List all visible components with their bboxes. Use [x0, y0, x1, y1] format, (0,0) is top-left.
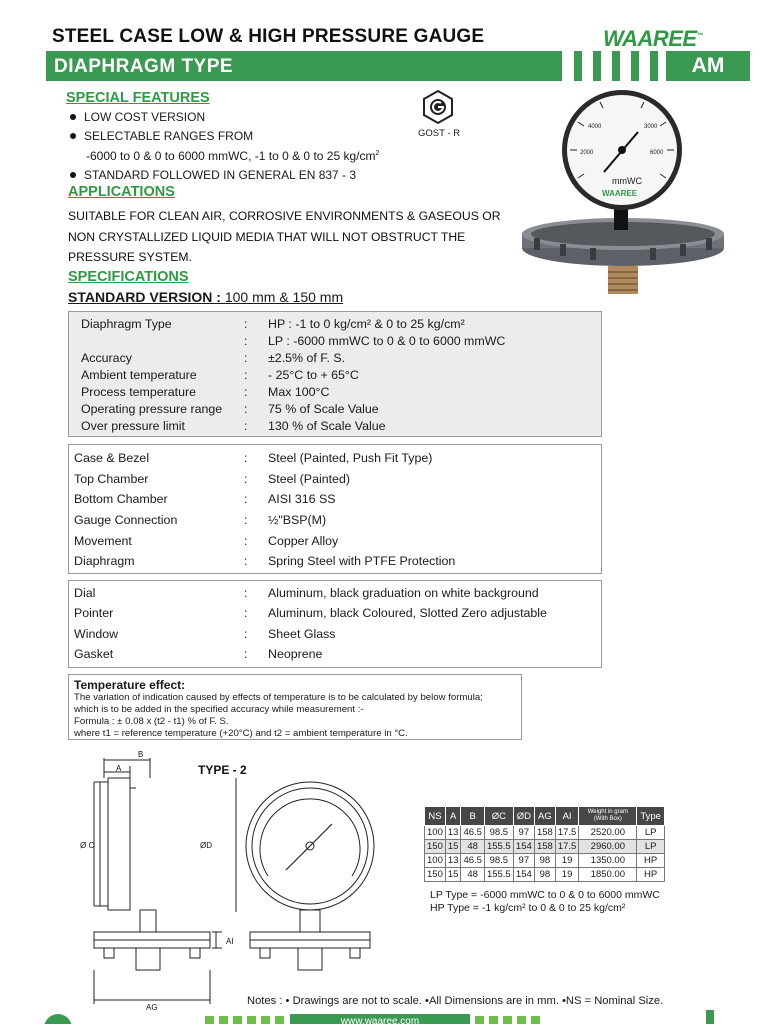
temperature-effect-box: Temperature effect: The variation of indication caused by effects of temperature is to be calculated by below formula; which is to be added in the specified accuracy while measurement :- Formula : ± 0.08 x (t2 - t1) % of F. S. where t1 = reference temperature (+20°C) and t2 = ambient temperature in °C. — [68, 674, 522, 740]
special-features-heading: SPECIAL FEATURES — [66, 90, 210, 106]
gauge-brand-label: WAAREE — [602, 189, 638, 198]
applications-text: SUITABLE FOR CLEAN AIR, CORROSIVE ENVIRONMENTS & GASEOUS OR NON CRYSTALLIZED LIQUID MEDIA THAT WILL NOT OBSTRUCT THE PRESSURE SYSTEM. — [68, 209, 501, 264]
table-header-row: NS A B ØC ØD AG AI Weight in gram (With Box) Type — [425, 807, 665, 826]
drawing-type-label: TYPE - 2 — [198, 763, 247, 777]
dim-label-od: ØD — [200, 841, 212, 850]
feature-item: LOW COST VERSION — [68, 108, 488, 127]
gost-certification-icon — [420, 89, 456, 125]
product-type-banner: DIAPHRAGM TYPE — [46, 51, 562, 81]
website-link[interactable]: www.waaree.com — [290, 1014, 470, 1024]
gost-label: GOST - R — [418, 128, 461, 139]
specifications-heading: SPECIFICATIONS — [68, 269, 189, 285]
feature-item: SELECTABLE RANGES FROM — [68, 127, 488, 146]
gauge-product-photo — [520, 88, 726, 306]
spec-group-construction: Case & Bezel : Steel (Painted, Push Fit Type) Top Chamber : Steel (Painted) Bottom Chamber : AISI 316 SS Gauge Connection : ½"BSP(M) Movement : Copper Alloy Diaphragm : Spring Steel with PTFE Protection — [68, 444, 602, 574]
table-row: 100 13 46.5 98.5 97 98 19 1350.00 HP — [425, 854, 665, 868]
standard-version: STANDARD VERSION : 100 mm & 150 mm — [68, 289, 344, 305]
svg-text:4000: 4000 — [588, 124, 602, 130]
trademark-mark: ™ — [696, 32, 704, 40]
dimension-table — [424, 806, 665, 882]
feature-range: -6000 to 0 & 0 to 6000 mmWC, -1 to 0 & 0 to 25 $kg/cm^2$ — [86, 149, 380, 163]
page-title: STEEL CASE LOW & HIGH PRESSURE GAUGE — [52, 26, 485, 47]
svg-text:3000: 3000 — [644, 124, 658, 130]
dim-label-ai: AI — [226, 937, 234, 946]
dim-label-a: A — [116, 764, 122, 773]
table-row: 100 13 46.5 98.5 97 158 17.5 2520.00 LP — [425, 826, 665, 840]
footer-corner-mark — [706, 1010, 714, 1024]
dim-label-oc: Ø C — [80, 841, 95, 850]
table-row: 150 15 48 155.5 154 158 17.5 2960.00 LP — [425, 840, 665, 854]
svg-text:2000: 2000 — [580, 150, 594, 156]
svg-text:6000: 6000 — [650, 150, 664, 156]
dim-label-ag: AG — [146, 1003, 158, 1012]
gauge-unit-label: mmWC — [612, 176, 642, 186]
footer-notes: Notes : • Drawings are not to scale. •All Dimensions are in mm. •NS = Nominal Size. — [247, 995, 664, 1007]
type-notes: LP Type = -6000 mmWC to 0 & 0 to 6000 mmWC HP Type = -1 kg/cm² to 0 & 0 to 25 kg/cm² — [430, 889, 660, 914]
brand-logo — [603, 26, 703, 52]
brand-name: WAAREE — [603, 26, 697, 51]
table-row: 150 15 48 155.5 154 98 19 1850.00 HP — [425, 868, 665, 882]
feature-item: STANDARD FOLLOWED IN GENERAL EN 837 - 3 — [68, 166, 488, 185]
spec-group-performance: Diaphragm Type : HP : -1 to 0 kg/cm² & 0 to 25 kg/cm² : LP : -6000 mmWC to 0 & 0 to 6000 mmWC Accuracy : ±2.5% of F. S. Ambient temperature : - 25°C to + 65°C Process temperature : Max 100°C Operating pressure range : 75 % of Scale Value Over pressure limit : 130 % of Scale Value — [68, 311, 602, 437]
technical-drawing — [80, 748, 420, 1014]
dim-label-b: B — [138, 750, 144, 759]
applications-heading: APPLICATIONS — [68, 184, 175, 200]
spec-group-dial: Dial : Aluminum, black graduation on white background Pointer : Aluminum, black Coloured, Slotted Zero adjustable Window : Sheet Glass Gasket : Neoprene — [68, 580, 602, 668]
footer-circle-mark — [44, 1014, 72, 1024]
temperature-effect-title: Temperature effect: — [74, 678, 186, 692]
series-code: AM — [666, 51, 750, 81]
